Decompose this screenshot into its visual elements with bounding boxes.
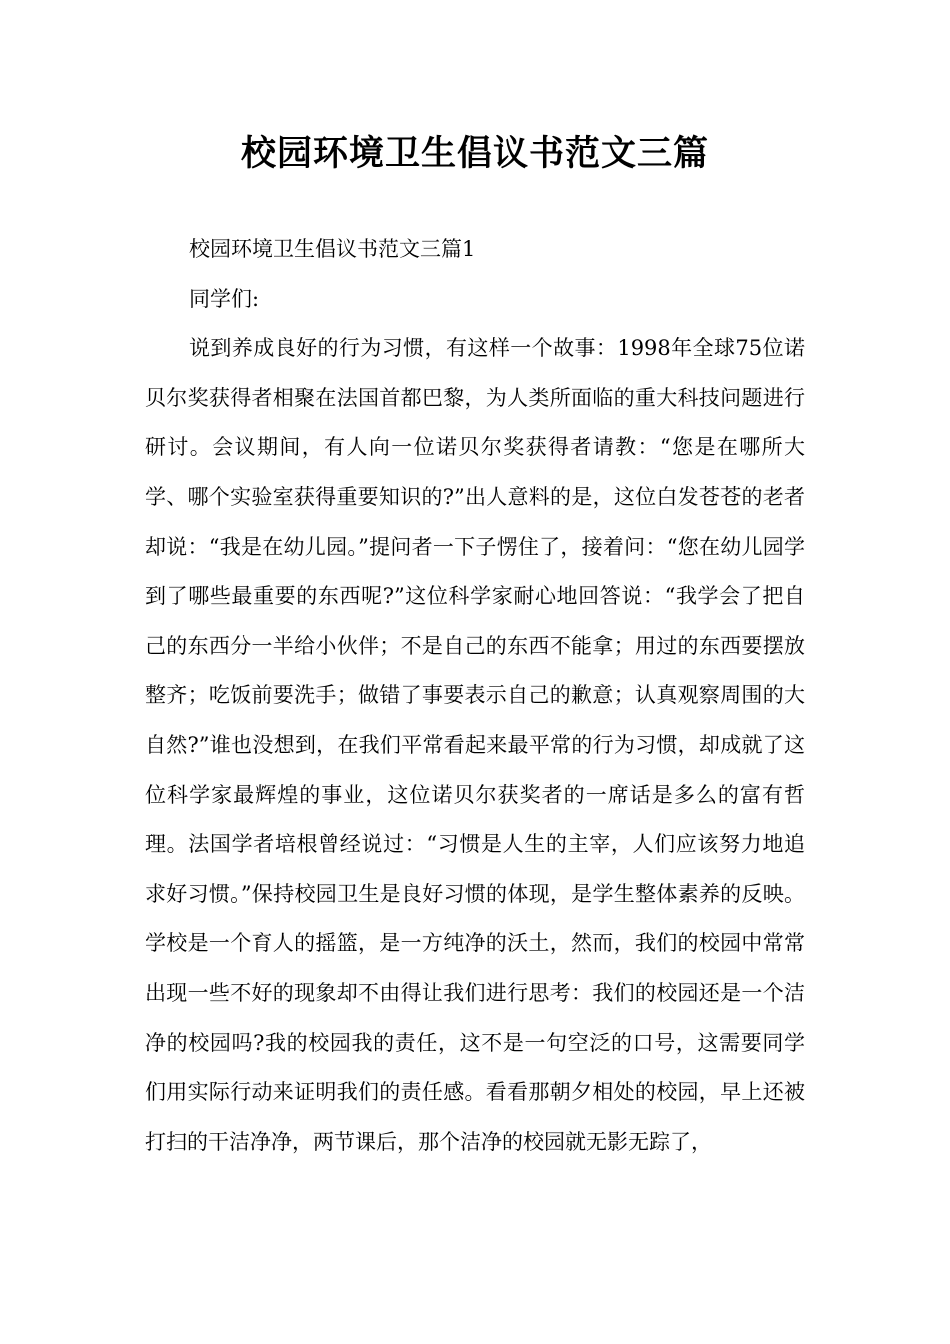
salutation: 同学们: (189, 286, 260, 311)
body-paragraph: 说到养成良好的行为习惯，有这样一个故事：1998年全球75位诺贝尔奖获得者相聚在法国首都巴黎，为人类所面临的重大科技问题进行研讨。会议期间，有人向一位诺贝尔奖获得者请教：“您是在哪所大学、哪个实验室获得重要知识的?”出人意料的是，这位白发苍苍的老者却说：“我是在幼儿园。”提问者一下子愣住了，接着问：“您在幼儿园学到了哪些最重要的东西呢?”这位科学家耐心地回答说：“我学会了把自己的东西分一半给小伙伴；不是自己的东西不能拿；用过的东西要摆放整齐；吃饭前要洗手；做错了事要表示自己的歉意；认真观察周围的大自然?”谁也没想到，在我们平常看起来最平常的行为习惯，却成就了这位科学家最辉煌的事业，这位诺贝尔获奖者的一席话是多么的富有哲理。法国学者培根曾经说过：“习惯是人生的主宰，人们应该努力地追求好习惯。”保持校园卫生是良好习惯的体现，是学生整体素养的反映。学校是一个育人的摇篮，是一方纯净的沃土，然而，我们的校园中常常出现一些不好的现象却不由得让我们进行思考：我们的校园还是一个洁净的校园吗?我的校园我的责任，这不是一句空泛的口号，这需要同学们用实际行动来证明我们的责任感。看看那朝夕相处的校园，早上还被打扫的干洁净净，两节课后，那个洁净的校园就无影无踪了， (145, 336, 805, 1154)
section-heading: 校园环境卫生倡议书范文三篇1 (189, 237, 476, 261)
document-body (145, 225, 805, 1167)
document-title: 校园环境卫生倡议书范文三篇 (240, 133, 709, 174)
